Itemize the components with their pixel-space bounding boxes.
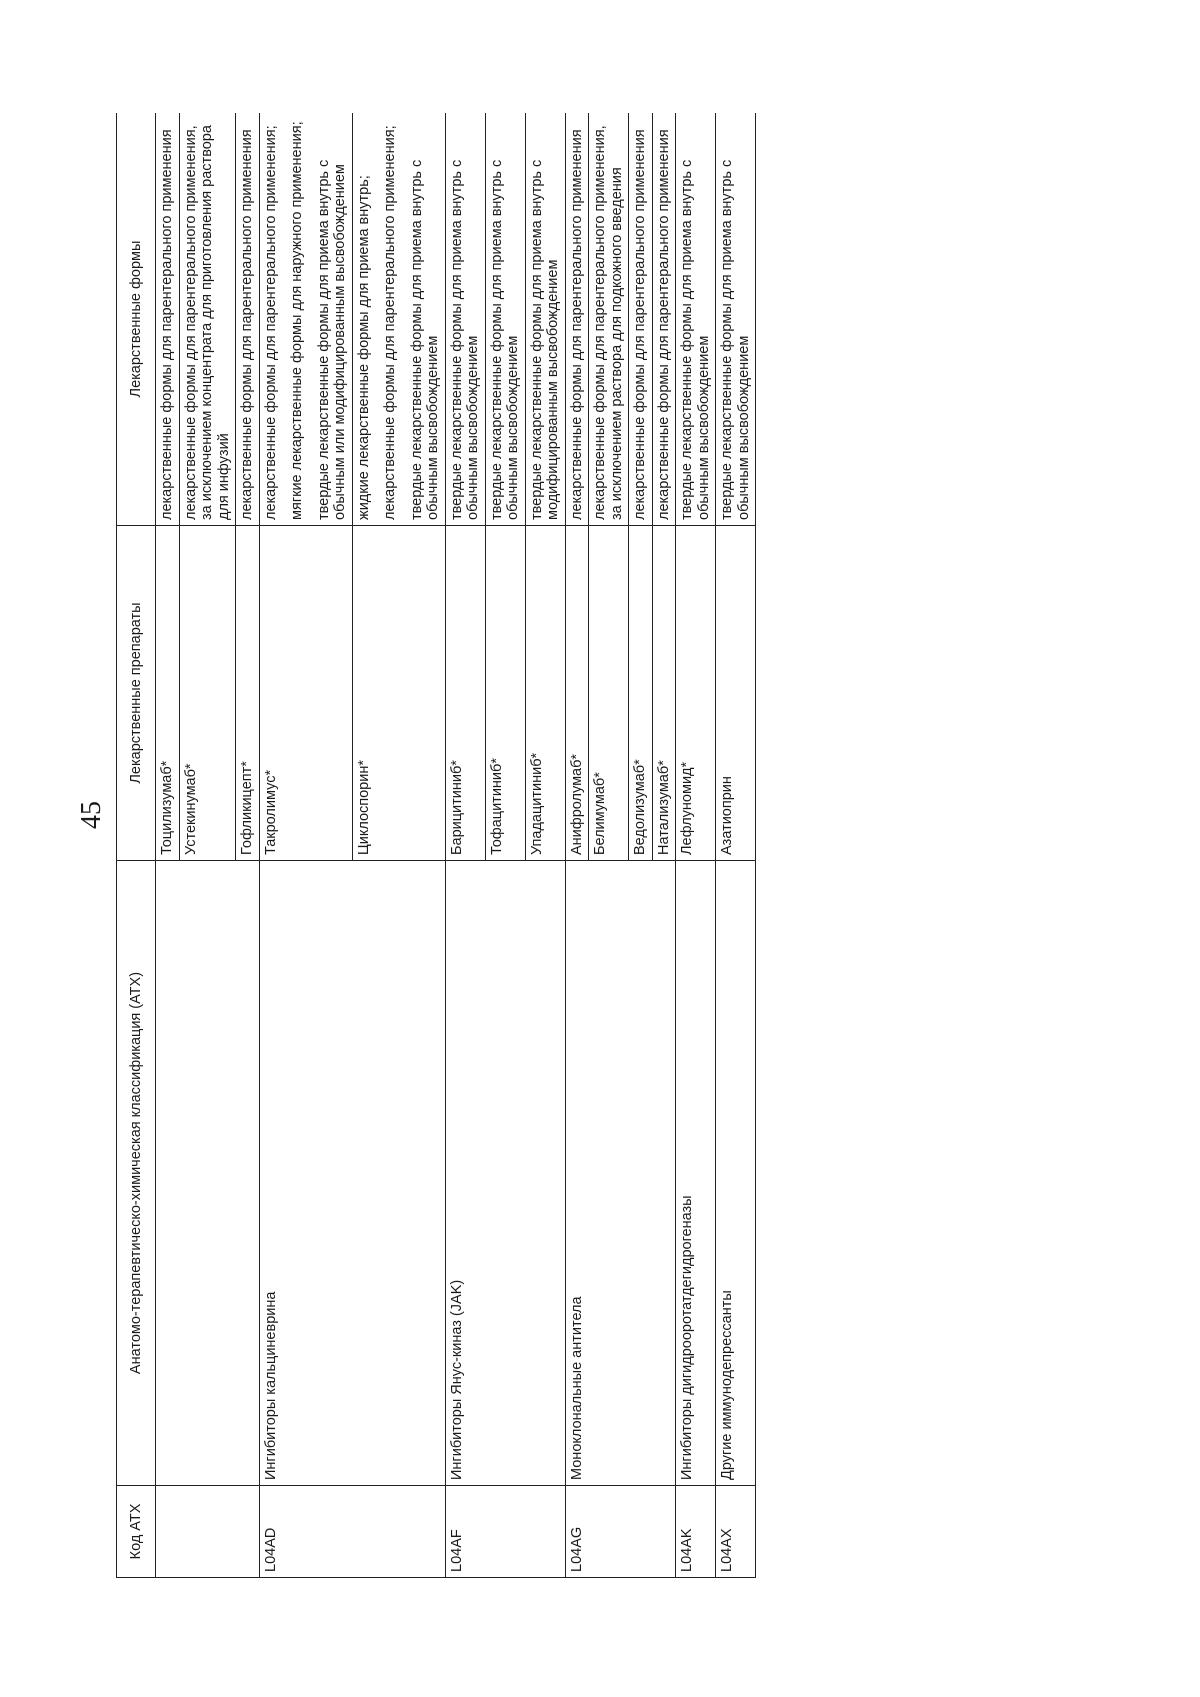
forms-cell (652, 113, 676, 526)
form-line: лекарственные формы для парентерального применения (632, 129, 648, 520)
header-classification: Анатомо-терапевтическо-химическая классификация (АТХ) (117, 861, 156, 1486)
form-line: лекарственные формы для парентерального применения (239, 129, 255, 520)
rotated-table-container (116, 113, 1056, 1578)
code-cell (156, 1486, 260, 1578)
form-line: твердые лекарственные формы для приема внутрь с обычным высвобождением (719, 159, 752, 520)
table-row (259, 113, 352, 1578)
header-drugs: Лекарственные препараты (117, 526, 156, 861)
drug-cell: Тоцилизумаб* (156, 526, 180, 861)
classification-cell (156, 861, 260, 1486)
drug-cell: Гофликицепт* (236, 526, 260, 861)
form-line: твердые лекарственные формы для приема внутрь с обычным высвобождением (679, 159, 712, 520)
code-cell: L04AF (445, 1486, 565, 1578)
forms-cell (565, 113, 589, 526)
classification-cell: Моноклональные антитела (565, 861, 676, 1486)
header-code: Код АТХ (117, 1486, 156, 1578)
form-line: лекарственные формы для парентерального применения, за исключением раствора для подкожного введения (592, 125, 625, 520)
forms-cell (445, 113, 485, 526)
drug-cell: Барицитиниб* (445, 526, 485, 861)
forms-cell (716, 113, 756, 526)
atx-drug-table (116, 113, 756, 1578)
classification-cell: Ингибиторы кальциневрина (259, 861, 445, 1486)
table-body (156, 113, 756, 1578)
drug-cell: Натализумаб* (652, 526, 676, 861)
table-row (156, 113, 180, 1578)
forms-cell (179, 113, 236, 526)
form-line: твердые лекарственные формы для приема внутрь с модифицированным высвобождением (528, 159, 561, 520)
drug-cell: Азатиоприн (716, 526, 756, 861)
form-line: лекарственные формы для парентерального применения (159, 129, 175, 520)
forms-cell (352, 113, 445, 526)
classification-cell: Ингибиторы Янус-киназ (JAK) (445, 861, 565, 1486)
code-cell: L04AD (259, 1486, 445, 1578)
table-header-row (117, 113, 156, 1578)
form-line: твердые лекарственные формы для приема внутрь с обычным высвобождением (408, 159, 441, 520)
forms-cell (525, 113, 565, 526)
form-line: жидкие лекарственные формы для приема внутрь; (355, 175, 372, 520)
drug-cell: Лефлуномид* (676, 526, 716, 861)
form-line: твердые лекарственные формы для приема внутрь с обычным высвобождением (448, 159, 481, 520)
code-cell: L04AX (716, 1486, 756, 1578)
header-forms: Лекарственные формы (117, 113, 156, 526)
forms-cell (156, 113, 180, 526)
drug-cell: Ведолизумаб* (629, 526, 653, 861)
form-line: твердые лекарственные формы для приема внутрь с обычным высвобождением (488, 159, 521, 520)
table-row (445, 113, 485, 1578)
classification-cell: Другие иммунодепрессанты (716, 861, 756, 1486)
form-line: лекарственные формы для парентерального применения, за исключением концентрата для приготовления раствора для инфузий (182, 125, 232, 520)
page-number: 45 (76, 801, 107, 829)
form-line: лекарственные формы для парентерального применения (655, 129, 672, 520)
forms-cell (236, 113, 260, 526)
drug-cell: Белимумаб* (589, 526, 629, 861)
form-line: лекарственные формы для парентерального применения; (382, 125, 398, 520)
forms-cell (629, 113, 653, 526)
code-cell: L04AG (565, 1486, 676, 1578)
rotated-table-inner (116, 113, 1056, 1578)
forms-cell (259, 113, 352, 526)
forms-cell (676, 113, 716, 526)
table-row (676, 113, 716, 1578)
table-row (565, 113, 589, 1578)
form-line: лекарственные формы для парентерального применения (568, 129, 585, 520)
form-line: твердые лекарственные формы для приема внутрь с обычным или модифицированным высвобождением (315, 159, 348, 520)
drug-cell: Анифролумаб* (565, 526, 589, 861)
table-row (716, 113, 756, 1578)
drug-cell: Циклоспорин* (352, 526, 445, 861)
drug-cell: Тофацитиниб* (485, 526, 525, 861)
classification-cell: Ингибиторы дигидрооротатдегидрогеназы (676, 861, 716, 1486)
forms-cell (589, 113, 629, 526)
drug-cell: Устекинумаб* (179, 526, 236, 861)
drug-cell: Такролимус* (259, 526, 352, 861)
drug-cell: Упадацитиниб* (525, 526, 565, 861)
forms-cell (485, 113, 525, 526)
form-line: лекарственные формы для парентерального применения; (262, 125, 279, 520)
form-line: мягкие лекарственные формы для наружного применения; (289, 121, 305, 520)
code-cell: L04AK (676, 1486, 716, 1578)
